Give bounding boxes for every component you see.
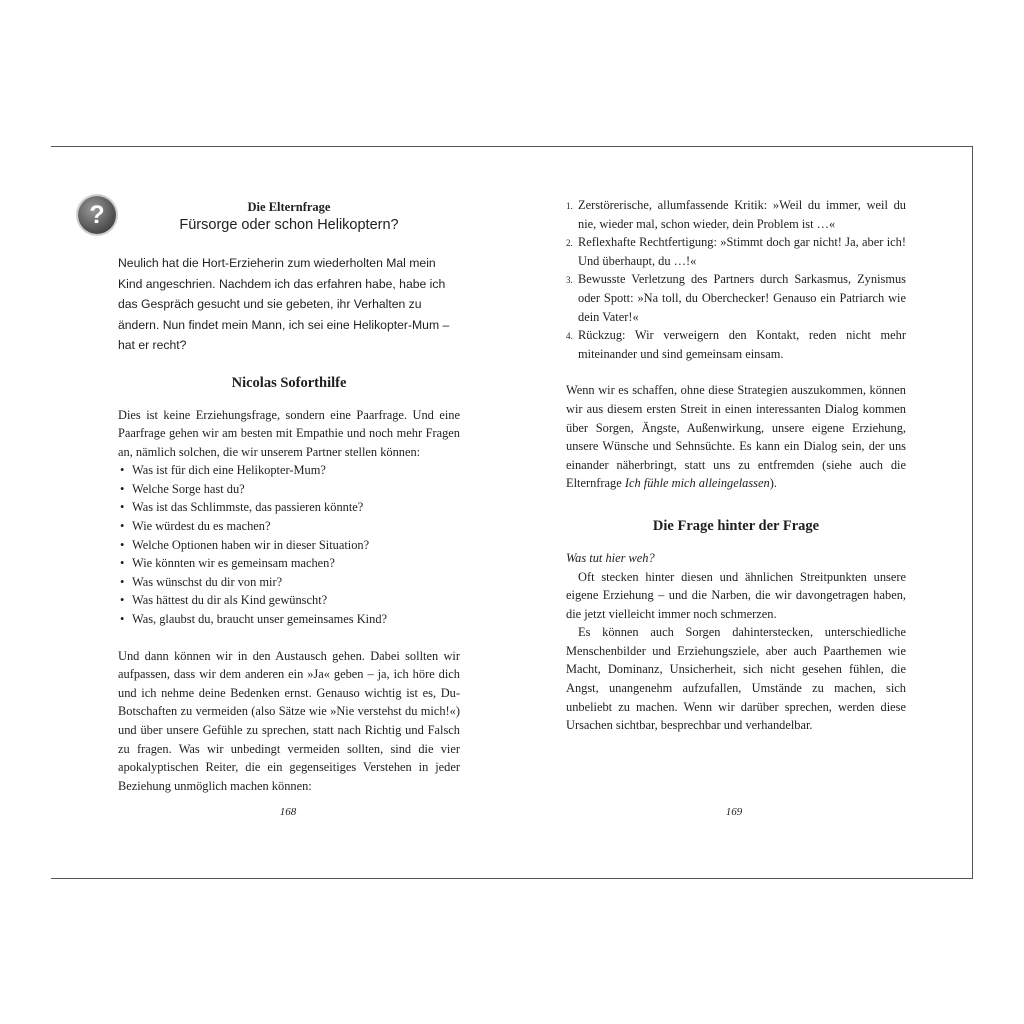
list-item: • Was, glaubst du, braucht unser gemeinsames Kind? [118,610,460,629]
list-item: • Was ist das Schlimmste, das passieren könnte? [118,498,460,517]
list-item: 4. Rückzug: Wir verweigern den Kontakt, reden nicht mehr miteinander und sind gemeinsam einsam. [566,328,906,361]
bullet-icon: • [120,463,125,478]
paragraph-narben: Oft stecken hinter diesen und ähnlichen Streitpunkten unsere eigene Erziehung – und die Narben, die wir davongetragen haben, die jetzt vielleicht immer noch schmerzen. [566,569,906,621]
closing-paragraph: Und dann können wir in den Austausch gehen. Dabei sollten wir aufpassen, dass wir dem anderen ein »Ja« geben – ja, ich höre dich und ich nehme deine Bedenken ernst. Genauso wichtig ist es, Du-Botschaften zu vermeiden (also Sätze wie »Nie verstehst du mich!«) und über unsere Gefühle zu sprechen, statt nach Richtig und Falsch zu fragen. Was wir unbedingt vermeiden sollten, sind die vier apokalyptischen Reiter, die ein gegenseitiges Verstehen in jeder Beziehung unmöglich machen können: [118,648,460,793]
list-item: • Was ist für dich eine Helikopter-Mum? [118,461,460,480]
list-item: 1. Zerstörerische, allumfassende Kritik: »Weil du immer, weil du nie, wieder mal, schon wieder, dein Problem ist …« [566,198,906,231]
bullet-icon: • [120,481,125,496]
reader-question: Neulich hat die Hort-Erzieherin zum wiederholten Mal mein Kind angeschrien. Nachdem ich das erfahren habe, habe ich das Gespräch gesucht und sie gebeten, ihr Verhalten zu ändern. Nun findet mein Mann, ich sei eine Helikopter-Mum – hat er recht? [118,256,450,352]
list-number: 3. [566,275,573,286]
page-bottom-border [51,878,973,879]
list-item: • Wie könnten wir es gemeinsam machen? [118,554,460,573]
intro-paragraph: Dies ist keine Erziehungsfrage, sondern eine Paarfrage. Und eine Paarfrage gehen wir am besten mit Empathie und noch mehr Fragen an, nämlich solchen, die wir unserem Partner stellen können: [118,407,460,459]
list-item: • Wie würdest du es machen? [118,517,460,536]
paragraph-ursachen: Es können auch Sorgen dahinterstecken, unterschiedliche Menschenbilder und Erziehungsziele, aber auch Paarthemen wie Macht, Dominanz, Unsicherheit, sich nicht gesehen fühlen, die Angst, unangenehm aufzufallen, Umstände zu machen, sich unbeliebt zu machen. Wenn wir darüber sprechen, werden diese Ursachen sichtbar, besprechbar und verhandelbar. [566,625,906,733]
subheading: Was tut hier weh? [566,550,655,565]
bullet-icon: • [120,574,125,589]
section-label: Die Elternfrage [247,200,331,214]
section-title: Fürsorge oder schon Helikoptern? [179,217,399,233]
bullet-icon: • [120,556,125,571]
list-item: 3. Bewusste Verletzung des Partners durch Sarkasmus, Zynismus oder Spott: »Na toll, du Oberchecker! Genauso ein Patriarch wie dein Vater!« [566,272,906,324]
list-number: 4. [566,331,573,342]
question-mark-glyph: ? [89,200,105,229]
question-list [118,461,460,628]
left-page [118,190,460,795]
list-item: • Was wünschst du dir von mir? [118,573,460,592]
bullet-icon: • [120,612,125,627]
cross-reference: Ich fühle mich alleingelassen [624,476,770,491]
bullet-icon: • [120,519,125,534]
section-heading: Nicolas Soforthilfe [231,374,347,391]
list-item: • Was hättest du dir als Kind gewünscht? [118,591,460,610]
strategy-list [566,196,906,363]
page-number-right: 169 [725,806,743,818]
section-heading-right: Die Frage hinter der Frage [652,517,820,534]
list-item: • Welche Sorge hast du? [118,480,460,499]
page-top-border [51,146,973,147]
dialog-paragraph: Wenn wir es schaffen, ohne diese Strategien auszukommen, können wir aus diesem ersten Streit in einen interessanten Dialog kommen über Sorgen, Ängste, Außenwirkung, unsere eigene Erziehung, unsere Wünsche und Sehnsüchte. Es kann ein Dialog sein, der uns einander näherbringt, statt uns zu entfremden (siehe auch die Elternfrage Ich fühle mich alleingelassen). [566,383,906,491]
list-number: 2. [566,238,573,249]
bullet-icon: • [120,537,125,552]
list-number: 1. [566,201,573,211]
bullet-icon: • [120,593,125,608]
list-item: 2. Reflexhafte Rechtfertigung: »Stimmt doch gar nicht! Ja, aber ich! Und überhaupt, du …!« [566,235,906,268]
bullet-icon: • [120,500,125,515]
elternfrage-header [118,199,460,235]
list-item: • Welche Optionen haben wir in dieser Situation? [118,536,460,555]
question-mark-icon [78,196,116,234]
right-page [566,196,906,735]
page-number-left: 168 [279,806,297,818]
page-right-border [972,146,973,879]
